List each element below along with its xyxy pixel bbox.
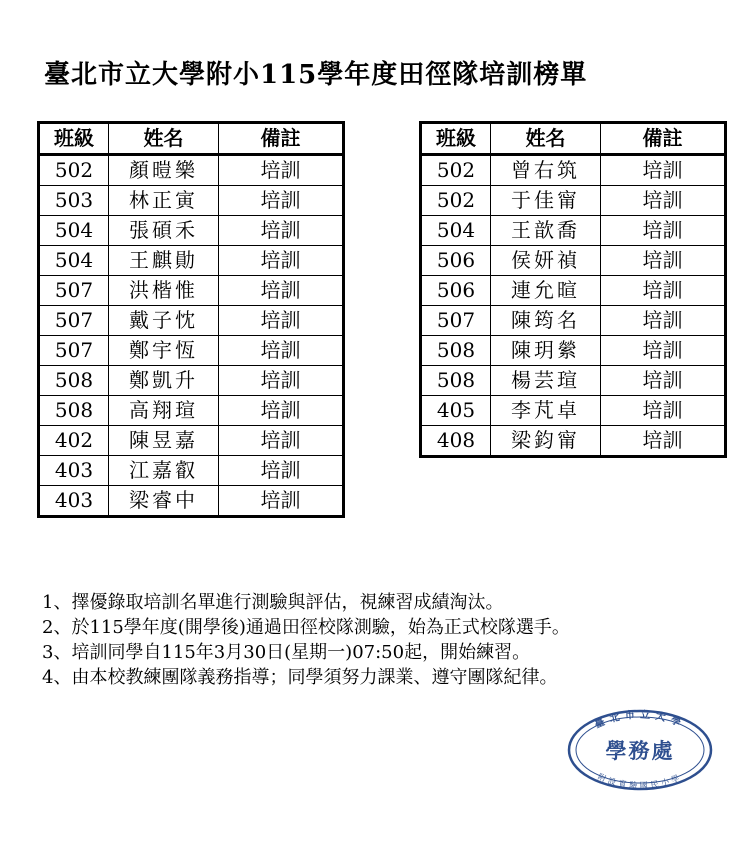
note-item: 4、由本校教練團隊義務指導；同學須努力課業、遵守團隊紀律。: [42, 667, 558, 688]
cell-class: 506: [421, 276, 491, 306]
cell-note: 培訓: [601, 426, 726, 457]
table-row: [421, 216, 726, 246]
cell-note: 培訓: [601, 396, 726, 426]
cell-name: 陳筠名: [491, 306, 601, 336]
note-item: 2、於115學年度(開學後)通過田徑校隊測驗，始為正式校隊選手。: [42, 617, 570, 638]
table-row: [421, 336, 726, 366]
cell-name: 高翔瑄: [109, 396, 219, 426]
office-seal-stamp: [566, 708, 714, 792]
note-item: 3、培訓同學自115年3月30日(星期一)07:50起，開始練習。: [42, 642, 531, 663]
table-row: [421, 155, 726, 186]
cell-name: 李芃卓: [491, 396, 601, 426]
header-name: 姓名: [491, 123, 601, 155]
cell-class: 508: [39, 366, 109, 396]
table-row: [39, 155, 344, 186]
cell-note: 培訓: [219, 396, 344, 426]
cell-name: 江嘉叡: [109, 456, 219, 486]
cell-note: 培訓: [219, 216, 344, 246]
cell-class: 403: [39, 486, 109, 517]
cell-name: 曾右筑: [491, 155, 601, 186]
svg-text:附設實驗國民小學: [596, 771, 683, 790]
cell-class: 503: [39, 186, 109, 216]
header-class: 班級: [39, 123, 109, 155]
header-class: 班級: [421, 123, 491, 155]
note-item: 1、擇優錄取培訓名單進行測驗與評估，視練習成績淘汰。: [42, 592, 504, 613]
cell-note: 培訓: [219, 366, 344, 396]
cell-class: 508: [421, 336, 491, 366]
table-row: [421, 396, 726, 426]
cell-note: 培訓: [601, 276, 726, 306]
roster-body-left: [39, 155, 344, 517]
table-header-row: [39, 123, 344, 155]
cell-note: 培訓: [219, 155, 344, 186]
table-row: [39, 456, 344, 486]
cell-class: 506: [421, 246, 491, 276]
cell-class: 405: [421, 396, 491, 426]
cell-class: 403: [39, 456, 109, 486]
cell-name: 鄭宇恆: [109, 336, 219, 366]
cell-class: 502: [421, 186, 491, 216]
table-row: [421, 306, 726, 336]
cell-class: 507: [39, 276, 109, 306]
cell-class: 508: [39, 396, 109, 426]
cell-class: 502: [39, 155, 109, 186]
table-row: [39, 306, 344, 336]
cell-class: 507: [39, 336, 109, 366]
cell-note: 培訓: [219, 426, 344, 456]
header-name: 姓名: [109, 123, 219, 155]
cell-name: 林正寅: [109, 186, 219, 216]
cell-note: 培訓: [601, 306, 726, 336]
cell-name: 楊芸瑄: [491, 366, 601, 396]
cell-class: 508: [421, 366, 491, 396]
cell-name: 王歆喬: [491, 216, 601, 246]
table-row: [39, 426, 344, 456]
cell-note: 培訓: [601, 366, 726, 396]
cell-note: 培訓: [601, 155, 726, 186]
roster-table-left: [37, 121, 345, 518]
table-row: [39, 366, 344, 396]
table-row: [39, 186, 344, 216]
cell-class: 504: [421, 216, 491, 246]
cell-name: 張碩禾: [109, 216, 219, 246]
seal-bottom-text: 附設實驗國民小學: [596, 772, 684, 791]
cell-name: 陳玥縈: [491, 336, 601, 366]
cell-name: 梁鈞甯: [491, 426, 601, 457]
cell-name: 于佳甯: [491, 186, 601, 216]
cell-name: 顏暟樂: [109, 155, 219, 186]
cell-class: 507: [421, 306, 491, 336]
cell-class: 504: [39, 216, 109, 246]
table-row: [39, 216, 344, 246]
table-row: [39, 336, 344, 366]
cell-note: 培訓: [219, 486, 344, 517]
cell-name: 陳昱嘉: [109, 426, 219, 456]
cell-note: 培訓: [601, 246, 726, 276]
table-row: [421, 186, 726, 216]
notes-list: [42, 590, 742, 690]
cell-note: 培訓: [601, 186, 726, 216]
table-row: [421, 276, 726, 306]
cell-class: 507: [39, 306, 109, 336]
cell-note: 培訓: [219, 186, 344, 216]
cell-name: 洪楷惟: [109, 276, 219, 306]
header-note: 備註: [601, 123, 726, 155]
cell-note: 培訓: [601, 336, 726, 366]
table-row: [421, 246, 726, 276]
cell-name: 梁睿中: [109, 486, 219, 517]
page-title: 臺北市立大學附小115學年度田徑隊培訓榜單: [44, 60, 588, 90]
cell-name: 鄭凱升: [109, 366, 219, 396]
roster-table-right: [419, 121, 727, 458]
seal-top-text: 臺北市立大學: [593, 709, 687, 731]
seal-center-text: 學務處: [605, 738, 675, 763]
table-row: [39, 246, 344, 276]
cell-name: 王麒勛: [109, 246, 219, 276]
roster-body-right: [421, 155, 726, 457]
cell-note: 培訓: [601, 216, 726, 246]
cell-note: 培訓: [219, 246, 344, 276]
table-row: [421, 426, 726, 457]
cell-note: 培訓: [219, 456, 344, 486]
cell-name: 戴子忱: [109, 306, 219, 336]
cell-class: 402: [39, 426, 109, 456]
cell-name: 連允暄: [491, 276, 601, 306]
cell-class: 408: [421, 426, 491, 457]
table-row: [39, 396, 344, 426]
cell-note: 培訓: [219, 276, 344, 306]
table-row: [421, 366, 726, 396]
table-row: [39, 276, 344, 306]
cell-class: 502: [421, 155, 491, 186]
header-note: 備註: [219, 123, 344, 155]
cell-class: 504: [39, 246, 109, 276]
cell-note: 培訓: [219, 306, 344, 336]
table-header-row: [421, 123, 726, 155]
table-row: [39, 486, 344, 517]
cell-name: 侯妍禎: [491, 246, 601, 276]
cell-note: 培訓: [219, 336, 344, 366]
